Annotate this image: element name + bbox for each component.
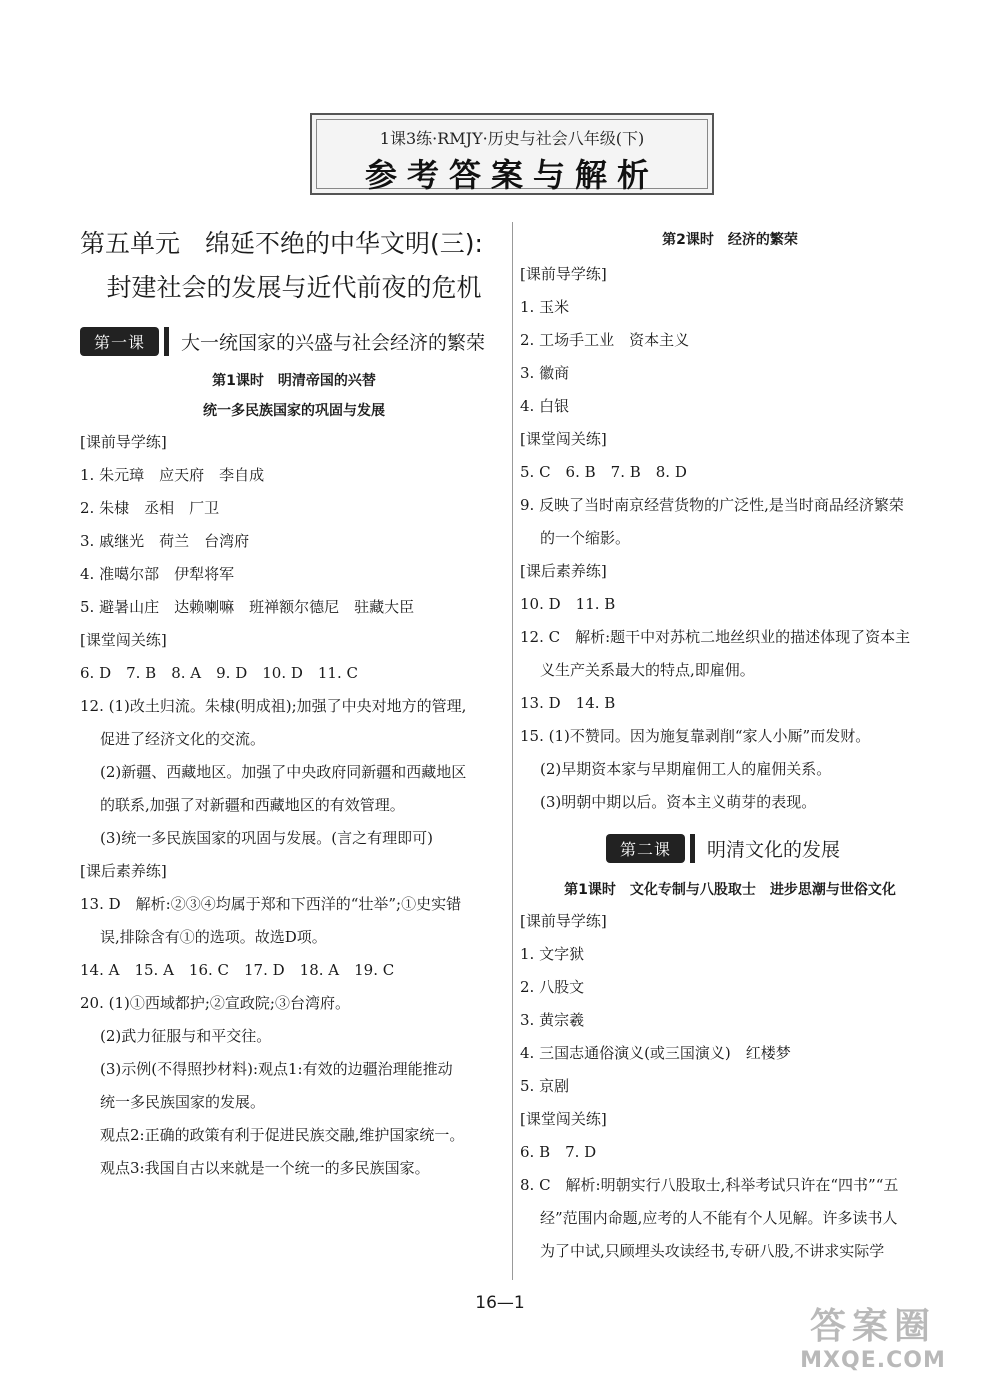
answer-line: 4. 白银 bbox=[520, 397, 570, 415]
answer-line: 12. C 解析:题干中对苏杭二地丝织业的描述体现了资本主 bbox=[520, 628, 911, 646]
period-title: 第1课时 文化专制与八股取士 进步思潮与世俗文化 bbox=[564, 882, 896, 898]
answer-line: 13. D 14. B bbox=[520, 694, 616, 712]
answer-line: 1. 文字狱 bbox=[520, 945, 585, 963]
header-title: 参考答案与解析 bbox=[364, 156, 659, 194]
answer-line: 2. 朱棣 丞相 厂卫 bbox=[80, 499, 220, 517]
section-classroom: [课堂闯关练] bbox=[80, 631, 167, 649]
page-number: 16—1 bbox=[475, 1293, 525, 1313]
answer-line: 10. D 11. B bbox=[520, 595, 616, 613]
answer-line: 2. 八股文 bbox=[520, 978, 585, 996]
answer-line: 20. (1)①西域都护;②宣政院;③台湾府。 bbox=[80, 994, 350, 1012]
answer-line: 14. A 15. A 16. C 17. D 18. A 19. C bbox=[80, 961, 395, 979]
section-after-class: [课后素养练] bbox=[520, 562, 607, 580]
answer-line: 12. (1)改土归流。朱棣(明成祖);加强了中央对地方的管理, bbox=[80, 697, 467, 715]
period-subtitle: 统一多民族国家的巩固与发展 bbox=[203, 403, 385, 419]
answer-line: 6. D 7. B 8. A 9. D 10. D 11. C bbox=[80, 664, 358, 682]
answer-line: 5. 避暑山庄 达赖喇嘛 班禅额尔德尼 驻藏大臣 bbox=[80, 598, 415, 616]
watermark-text: 答案圈 bbox=[809, 1306, 936, 1347]
answer-line: 义生产关系最大的特点,即雇佣。 bbox=[540, 661, 755, 679]
answer-line: 5. 京剧 bbox=[520, 1077, 570, 1095]
header-inner-frame bbox=[316, 119, 708, 194]
period-title: 第1课时 明清帝国的兴替 bbox=[212, 373, 376, 389]
unit-title-line-2: 封建社会的发展与近代前夜的危机 bbox=[106, 273, 482, 302]
answer-line: 3. 黄宗羲 bbox=[520, 1011, 585, 1029]
section-pre-study: [课前导学练] bbox=[520, 912, 607, 930]
lesson-badge: 第一课 bbox=[80, 327, 159, 356]
answer-line: 5. C 6. B 7. B 8. D bbox=[520, 463, 687, 481]
answer-line: (2)早期资本家与早期雇佣工人的雇佣关系。 bbox=[540, 760, 832, 778]
answer-line: (3)示例(不得照抄材料):观点1:有效的边疆治理能推动 bbox=[100, 1060, 453, 1078]
answer-line: 的一个缩影。 bbox=[540, 529, 631, 547]
answer-line: 经”范围内命题,应考的人不能有个人见解。许多读书人 bbox=[540, 1209, 898, 1227]
answer-line: 促进了经济文化的交流。 bbox=[100, 730, 266, 748]
answer-line: 2. 工场手工业 资本主义 bbox=[520, 331, 690, 349]
answer-line: 误,排除含有①的选项。故选D项。 bbox=[100, 928, 327, 946]
section-after-class: [课后素养练] bbox=[80, 862, 167, 880]
answer-line: 6. B 7. D bbox=[520, 1143, 597, 1161]
watermark-logo bbox=[768, 1306, 978, 1376]
section-pre-study: [课前导学练] bbox=[520, 265, 607, 283]
answer-line: 4. 准噶尔部 伊犁将军 bbox=[80, 565, 235, 583]
section-classroom: [课堂闯关练] bbox=[520, 1110, 607, 1128]
answer-line: 9. 反映了当时南京经营货物的广泛性,是当时商品经济繁荣 bbox=[520, 496, 904, 514]
right-column bbox=[520, 222, 940, 1268]
lesson-heading-1 bbox=[80, 326, 508, 356]
answer-line: 1. 朱元璋 应天府 李自成 bbox=[80, 466, 265, 484]
unit-title-line-1: 第五单元 绵延不绝的中华文明(三): bbox=[80, 229, 483, 258]
answer-line: 15. (1)不赞同。因为施复靠剥削“家人小厮”而发财。 bbox=[520, 727, 871, 745]
answer-line: 观点2:正确的政策有利于促进民族交融,维护国家统一。 bbox=[100, 1126, 465, 1144]
answer-line: 为了中试,只顾埋头攻读经书,专研八股,不讲求实际学 bbox=[540, 1242, 885, 1260]
lesson-heading-2 bbox=[520, 833, 940, 863]
answer-line: (3)明朝中期以后。资本主义萌芽的表现。 bbox=[540, 793, 817, 811]
answer-line: 13. D 解析:②③④均属于郑和下西洋的“壮举”;①史实错 bbox=[80, 895, 462, 913]
answer-line: (2)武力征服与和平交往。 bbox=[100, 1027, 272, 1045]
section-pre-study: [课前导学练] bbox=[80, 433, 167, 451]
answer-line: 3. 戚继光 荷兰 台湾府 bbox=[80, 532, 250, 550]
column-divider bbox=[512, 222, 513, 1280]
lesson-title: 大一统国家的兴盛与社会经济的繁荣 bbox=[181, 331, 486, 354]
lesson-badge: 第二课 bbox=[606, 834, 685, 863]
answer-line: (3)统一多民族国家的巩固与发展。(言之有理即可) bbox=[100, 829, 433, 847]
answer-line: (2)新疆、西藏地区。加强了中央政府同新疆和西藏地区 bbox=[100, 763, 467, 781]
answer-line: 4. 三国志通俗演义(或三国演义) 红楼梦 bbox=[520, 1044, 791, 1062]
watermark-url: MXQE.COM bbox=[800, 1348, 946, 1373]
answer-line: 的联系,加强了对新疆和西藏地区的有效管理。 bbox=[100, 796, 405, 814]
lesson-title: 明清文化的发展 bbox=[707, 838, 841, 861]
answer-line: 3. 徽商 bbox=[520, 364, 570, 382]
answer-line: 观点3:我国自古以来就是一个统一的多民族国家。 bbox=[100, 1159, 430, 1177]
section-classroom: [课堂闯关练] bbox=[520, 430, 607, 448]
answer-line: 8. C 解析:明朝实行八股取士,科举考试只许在“四书”“五 bbox=[520, 1176, 899, 1194]
left-column bbox=[80, 222, 508, 1185]
header-box bbox=[310, 113, 714, 195]
answer-line: 统一多民族国家的发展。 bbox=[100, 1093, 266, 1111]
period-title: 第2课时 经济的繁荣 bbox=[662, 232, 798, 248]
answer-line: 1. 玉米 bbox=[520, 298, 570, 316]
header-subtitle: 1课3练·RMJY·历史与社会八年级(下) bbox=[379, 129, 645, 148]
